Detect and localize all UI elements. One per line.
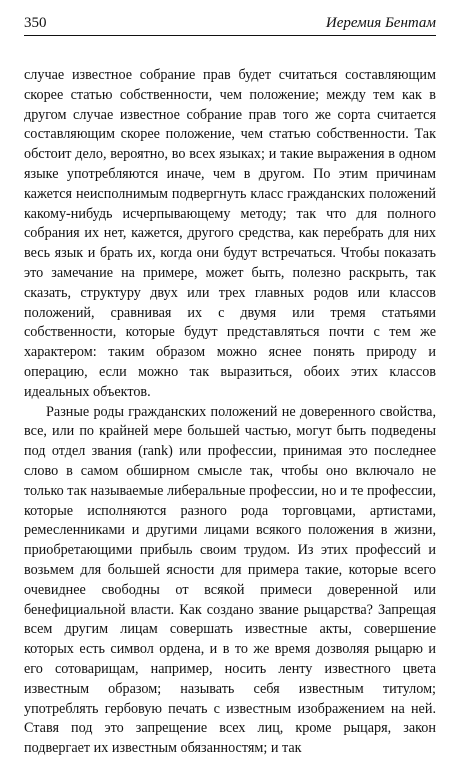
page-number: 350 (24, 15, 47, 31)
paragraph-continuation: случае известное собрание прав будет считаться составляющим скорее статью собственности, чем положение; между тем как в другом случае известное собрание прав того же сорта считается составляющим скорее положение, чем статью собственности. Так обстоит дело, вероятно, во всех языках; и такие выражения в одном языке употребляются иначе, чем в другом. По этим причинам кажется неисполнимым подвергнуть класс гражданских положений какому-нибудь исчерпывающему методу; так что для полного собрания их нет, кажется, другого средства, как перебрать для них весь язык и брать их, когда они будут встречаться. Чтобы показать это замечание на примере, может быть, полезно раскрыть, так сказать, структуру двух или трех главных родов или классов положений, сравнивая их с двумя или тремя статьями собственности, которые будут представляться почти с тем же характером: таким образом можно яснее понять природу и операцию, если можно так выразиться, обоих этих классов идеальных объектов. (24, 67, 436, 400)
paragraph-ranks-and-professions: Разные роды гражданских положений не доверенного свойства, все, или по крайней мере большей частью, могут быть подведены под отдел звания (rank) или профессии, принимая это последнее слово в самом обширном смысле так, чтобы оно включало не только так называемые либеральные профессии, но и те профессии, которые исполняются разного рода торговцами, артистами, ремесленниками и другими лицами всякого положения в жизни, приобретающими прибыль своим трудом. Из этих профессий и возьмем для большей ясности для примера такие, которые всего очевиднее свободны от всякой примеси доверенной или бенефициальной власти. Как создано звание рыцарства? Запрещая всем другим лицам совершать известные акты, совершение которых есть символ ордена, и в то же время дозволяя рыцарю и его сотоварищам, например, носить ленту известного цвета известным образом; называть себя известным титулом; употреблять гербовую печать с известным изображением на ней. Ставя под это запрещение всех лиц, кроме рыцаря, закон подвергает их известным обязанностям; и так (24, 403, 436, 757)
book-page (24, 14, 436, 759)
running-title: Иеремия Бентам (325, 15, 436, 31)
running-head (24, 14, 436, 36)
text-body (24, 66, 436, 759)
